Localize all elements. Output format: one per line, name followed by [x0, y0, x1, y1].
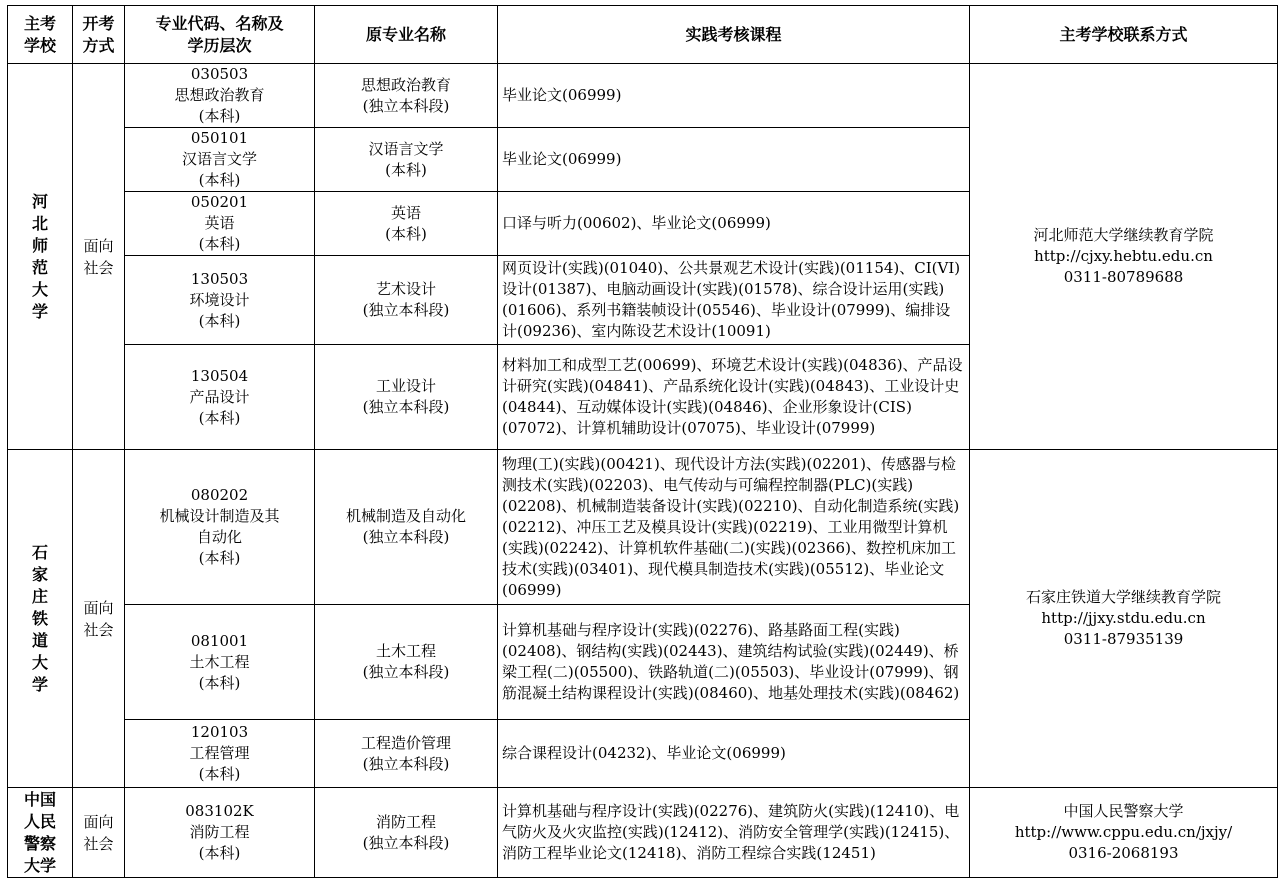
contact-phone: 0311-80789688	[1063, 268, 1184, 286]
table-row	[8, 450, 1278, 605]
contact-cell	[970, 788, 1278, 878]
contact-phone: 0316-2068193	[1068, 844, 1179, 862]
original-major-cell: 艺术设计 (独立本科段)	[315, 256, 498, 345]
table-row	[8, 788, 1278, 878]
courses-cell: 材料加工和成型工艺(00699)、环境艺术设计(实践)(04836)、产品设计研究(实践)(04841)、产品系统化设计(实践)(04843)、工业设计史(04844)、互动媒体设计(实践)(04846)、企业形象设计(CIS)(07072)、计算机辅助设计(07075)、毕业设计(07999)	[498, 345, 970, 450]
practice-course-table	[7, 5, 1278, 878]
original-major-cell: 工程造价管理 (独立本科段)	[315, 720, 498, 788]
contact-cell	[970, 450, 1278, 788]
header-courses: 实践考核课程	[498, 6, 970, 64]
header-school: 主考学校	[8, 6, 73, 64]
contact-cell	[970, 64, 1278, 450]
original-major-cell: 汉语言文学 (本科)	[315, 128, 498, 192]
original-major-cell: 英语 (本科)	[315, 192, 498, 256]
original-major-cell: 土木工程 (独立本科段)	[315, 605, 498, 720]
school-name: 石家庄铁道大学	[8, 450, 73, 788]
original-major-cell: 机械制造及自动化 (独立本科段)	[315, 450, 498, 605]
courses-cell: 网页设计(实践)(01040)、公共景观艺术设计(实践)(01154)、CI(VI)设计(01387)、电脑动画设计(实践)(01578)、综合设计运用(实践)(01606)、系列书籍装帧设计(05546)、毕业设计(07999)、编排设计(09236)、室内陈设艺术设计(10091)	[498, 256, 970, 345]
header-major: 专业代码、名称及学历层次	[125, 6, 315, 64]
major-cell: 120103 工程管理 (本科)	[125, 720, 315, 788]
major-cell: 081001 土木工程 (本科)	[125, 605, 315, 720]
major-cell: 050101 汉语言文学 (本科)	[125, 128, 315, 192]
major-cell: 130503 环境设计 (本科)	[125, 256, 315, 345]
contact-name: 中国人民警察大学	[1063, 802, 1184, 820]
exam-mode: 面向社会	[73, 788, 125, 878]
contact-name: 石家庄铁道大学继续教育学院	[1025, 588, 1221, 606]
original-major-cell: 消防工程 (独立本科段)	[315, 788, 498, 878]
exam-mode: 面向社会	[73, 450, 125, 788]
major-cell: 050201 英语 (本科)	[125, 192, 315, 256]
header-row	[8, 6, 1278, 64]
original-major-cell: 工业设计 (独立本科段)	[315, 345, 498, 450]
header-mode: 开考方式	[73, 6, 125, 64]
header-original: 原专业名称	[315, 6, 498, 64]
table-row	[8, 64, 1278, 128]
courses-cell: 物理(工)(实践)(00421)、现代设计方法(实践)(02201)、传感器与检测技术(实践)(02203)、电气传动与可编程控制器(PLC)(实践)(02208)、机械制造装备设计(实践)(02210)、自动化制造系统(实践)(02212)、冲压工艺及模具设计(实践)(02219)、工业用微型计算机(实践)(02242)、计算机软件基础(二)(实践)(02366)、数控机床加工技术(实践)(03401)、现代模具制造技术(实践)(05512)、毕业论文(06999)	[498, 450, 970, 605]
courses-cell: 口译与听力(00602)、毕业论文(06999)	[498, 192, 970, 256]
exam-mode: 面向社会	[73, 64, 125, 450]
contact-name: 河北师范大学继续教育学院	[1033, 226, 1214, 244]
school-name: 中国人民警察大学	[8, 788, 73, 878]
courses-cell: 计算机基础与程序设计(实践)(02276)、路基路面工程(实践)(02408)、钢结构(实践)(02443)、建筑结构试验(实践)(02449)、桥梁工程(二)(05500)、铁路轨道(二)(05503)、毕业设计(07999)、钢筋混凝土结构课程设计(实践)(08460)、地基处理技术(实践)(08462)	[498, 605, 970, 720]
courses-cell: 毕业论文(06999)	[498, 64, 970, 128]
major-cell: 080202 机械设计制造及其自动化 (本科)	[125, 450, 315, 605]
courses-cell: 综合课程设计(04232)、毕业论文(06999)	[498, 720, 970, 788]
courses-cell: 毕业论文(06999)	[498, 128, 970, 192]
original-major-cell: 思想政治教育 (独立本科段)	[315, 64, 498, 128]
school-name: 河北师范大学	[8, 64, 73, 450]
courses-cell: 计算机基础与程序设计(实践)(02276)、建筑防火(实践)(12410)、电气防火及火灾监控(实践)(12412)、消防安全管理学(实践)(12415)、消防工程毕业论文(12418)、消防工程综合实践(12451)	[498, 788, 970, 878]
contact-url: http://cjxy.hebtu.edu.cn	[1034, 247, 1213, 265]
major-cell: 030503 思想政治教育 (本科)	[125, 64, 315, 128]
contact-url: http://jjxy.stdu.edu.cn	[1041, 609, 1206, 627]
contact-phone: 0311-87935139	[1063, 630, 1184, 648]
major-cell: 083102K 消防工程 (本科)	[125, 788, 315, 878]
contact-url: http://www.cppu.edu.cn/jxjy/	[1014, 823, 1233, 841]
header-contact: 主考学校联系方式	[970, 6, 1278, 64]
major-cell: 130504 产品设计 (本科)	[125, 345, 315, 450]
